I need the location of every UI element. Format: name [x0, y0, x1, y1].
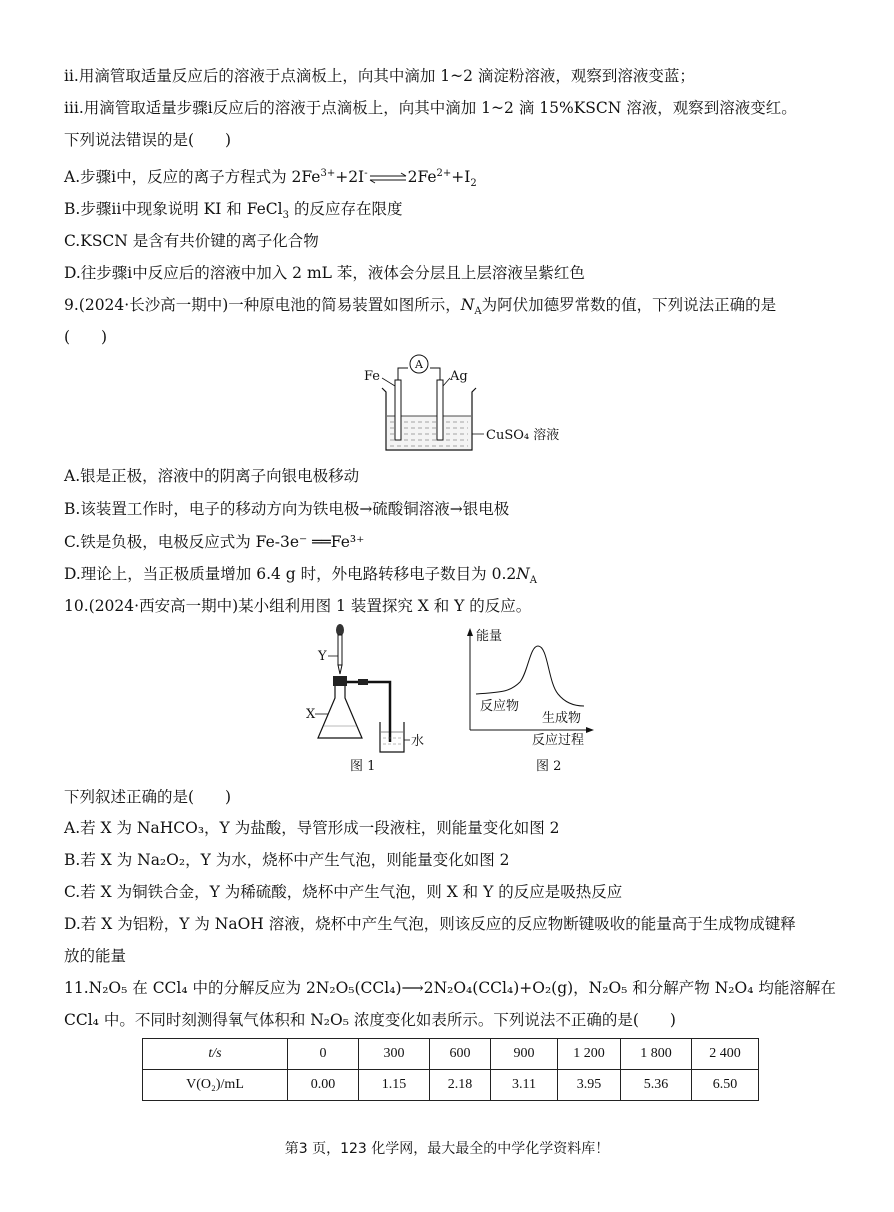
reaction-progress-label: 反应过程 [532, 733, 585, 748]
q8-prompt: 下列说法错误的是( ) [64, 131, 232, 149]
table-cell: 3.11 [491, 1070, 558, 1101]
water-label: 水 [411, 734, 425, 749]
table-cell: 5.36 [621, 1070, 692, 1101]
q8-step2: ⅱ.用滴管取适量反应后的溶液于点滴板上，向其中滴加 1~2 滴淀粉溶液，观察到溶液变蓝； [64, 67, 695, 85]
q9-option-a: A.银是正极，溶液中的阴离子向银电极移动 [64, 467, 360, 485]
table-cell: 2.18 [430, 1070, 491, 1101]
q9-option-b: B.该装置工作时，电子的移动方向为铁电极→硫酸铜溶液→银电极 [64, 500, 510, 518]
q8-step3: ⅲ.用滴管取适量步骤ⅰ反应后的溶液于点滴板上，向其中滴加 1~2 滴 15%KSCN 溶液，观察到溶液变红。 [64, 99, 797, 117]
data-table [142, 1038, 759, 1101]
ammeter-label: A [415, 358, 423, 371]
figure-1-caption: 图 1 [350, 759, 376, 774]
q8-option-a: A.步骤ⅰ中，反应的离子方程式为 $2Fe^{3+}+2I^-$ $2Fe^{2+}+I_2$ [64, 167, 477, 190]
q8-option-c: C.KSCN 是含有共价键的离子化合物 [64, 232, 319, 250]
solution-label: CuSO₄ 溶液 [486, 428, 560, 443]
product-label: 生成物 [542, 711, 582, 726]
fe-electrode-label: Fe [364, 369, 381, 384]
table-cell: 600 [430, 1039, 491, 1070]
q10-option-b: B.若 X 为 Na₂O₂，Y 为水，烧杯中产生气泡，则能量变化如图 2 [64, 851, 510, 869]
table-cell: 900 [491, 1039, 558, 1070]
q8-option-b-tail: 的反应存在限度 [293, 200, 403, 218]
q9-option-d: D.理论上，当正极质量增加 6.4 g 时，外电路转移电子数目为 $0.2N_A$ [64, 565, 538, 587]
reversible-arrow-icon [368, 168, 408, 188]
reagent-y-label: Y [318, 649, 327, 664]
q10-stem: 10.(2024·西安高一期中)某小组利用图 1 装置探究 X 和 Y 的反应。 [64, 597, 532, 615]
energy-axis-label: 能量 [476, 629, 503, 644]
table-row [143, 1070, 759, 1101]
table-cell: 2 400 [692, 1039, 759, 1070]
table-cell: 1 200 [558, 1039, 621, 1070]
q10-option-d: D.若 X 为铝粉，Y 为 NaOH 溶液，烧杯中产生气泡，则该反应的反应物断键吸收的能量高于生成物成键释 [64, 915, 796, 933]
galvanic-cell-figure [360, 352, 560, 462]
table-cell: 0 [288, 1039, 359, 1070]
reagent-x-label: X [306, 707, 316, 722]
q8-option-b: B.步骤ⅱ中现象说明 KI 和 FeCl$_3$ 的反应存在限度 [64, 200, 403, 222]
apparatus-figure-1 [300, 622, 440, 774]
q8-option-a-text: A.步骤ⅰ中，反应的离子方程式为 2Fe [64, 168, 321, 186]
table-header-volume: V(O₂)/mL [143, 1070, 288, 1101]
q8-option-b-text: B.步骤ⅱ中现象说明 KI 和 FeCl [64, 200, 283, 218]
table-cell: 6.50 [692, 1070, 759, 1101]
q11-stem-cont: CCl₄ 中。不同时刻测得氧气体积和 N₂O₅ 浓度变化如表所示。下列说法不正确的是( ) [64, 1011, 676, 1029]
table-cell: 300 [359, 1039, 430, 1070]
energy-diagram-figure-2 [462, 622, 602, 774]
table-cell: 3.95 [558, 1070, 621, 1101]
ag-electrode-label: Ag [450, 369, 468, 384]
q9-option-c: C.铁是负极，电极反应式为 Fe-3e⁻ ══Fe³⁺ [64, 533, 365, 551]
table-cell: 1 800 [621, 1039, 692, 1070]
table-header-time: t/s [143, 1039, 288, 1070]
q9-option-d-text: D.理论上，当正极质量增加 6.4 g 时，外电路转移电子数目为 0.2 [64, 565, 517, 583]
q9-stem-tail: 为阿伏加德罗常数的值，下列说法正确的是 [481, 296, 777, 314]
page-footer: 第3 页，123 化学网，最大最全的中学化学资料库！ [284, 1141, 610, 1157]
table-row [143, 1039, 759, 1070]
q10-option-c: C.若 X 为铜铁合金，Y 为稀硫酸，烧杯中产生气泡，则 X 和 Y 的反应是吸热反应 [64, 883, 623, 901]
q11-stem: 11.N₂O₅ 在 CCl₄ 中的分解反应为 2N₂O₅(CCl₄)⟶2N₂O₄(CCl₄)+O₂(g)，N₂O₅ 和分解产物 N₂O₄ 均能溶解在 [64, 979, 836, 997]
q10-option-d-cont: 放的能量 [64, 947, 127, 965]
reactant-label: 反应物 [480, 699, 520, 714]
q9-blank: ( ) [64, 328, 108, 346]
q10-prompt: 下列叙述正确的是( ) [64, 788, 232, 806]
q9-stem-text: 9.(2024·长沙高一期中)一种原电池的简易装置如图所示， [64, 296, 461, 314]
figure-2-caption: 图 2 [536, 759, 562, 774]
q10-option-a: A.若 X 为 NaHCO₃，Y 为盐酸，导管形成一段液柱，则能量变化如图 2 [64, 819, 560, 837]
table-cell: 0.00 [288, 1070, 359, 1101]
q9-stem: 9.(2024·长沙高一期中)一种原电池的简易装置如图所示，$N_A$为阿伏加德罗常数的值，下列说法正确的是 [64, 296, 777, 318]
table-cell: 1.15 [359, 1070, 430, 1101]
q8-option-d: D.往步骤ⅰ中反应后的溶液中加入 2 mL 苯，液体会分层且上层溶液呈紫红色 [64, 264, 585, 282]
